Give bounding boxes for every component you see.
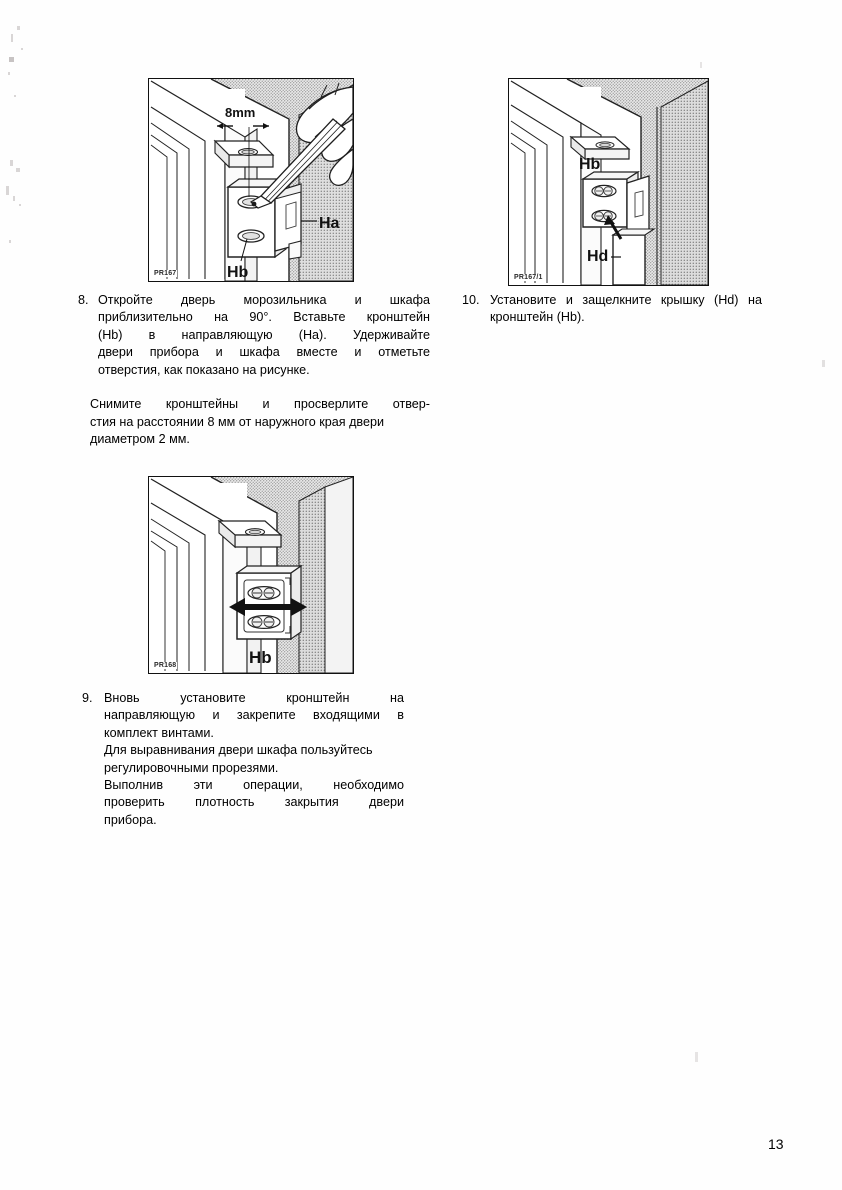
scan-artifact (11, 34, 13, 42)
scan-artifact (13, 196, 15, 201)
step-10-paragraph-1 (462, 292, 782, 327)
figure-pr168 (148, 476, 354, 674)
dimension-8mm-label: 8mm (225, 105, 256, 120)
text-line: Вновь установите кронштейн на (104, 691, 404, 705)
step-9-number: 9. (82, 691, 93, 705)
label-hb-text: Hb (227, 264, 249, 281)
step-8-paragraph-2 (78, 396, 430, 448)
scan-artifact (822, 360, 825, 367)
text-line: отверстия, как показано на рисунке. (98, 362, 310, 377)
scan-artifact (16, 168, 20, 172)
figure-pr167 (148, 78, 354, 282)
scan-artifact (21, 48, 23, 50)
label-hd-text: Hd (587, 248, 609, 265)
scan-artifact (10, 160, 13, 166)
scan-artifact (6, 186, 9, 195)
text-line: кронштейн (Hb). (490, 310, 585, 325)
step-8-paragraph-1 (78, 292, 430, 379)
label-hb-text: Hb (579, 156, 601, 173)
text-line: Для выравнивания двери шкафа пользуйтесь (104, 743, 373, 758)
text-line: Снимите кронштейны и просверлите отвер- (90, 397, 430, 412)
label-ha-text: Ha (319, 215, 340, 232)
scan-artifact (8, 72, 10, 75)
figure-code-pr167-1: PR167/1 (514, 274, 543, 281)
scan-artifact (14, 95, 16, 97)
text-line: двери прибора и шкафа вместе и отметьте (98, 345, 430, 360)
step-8-text (78, 292, 430, 449)
guide-rail (627, 176, 649, 237)
text-line: приблизительно на 90°. Вставьте кронштейн (98, 310, 430, 325)
text-line: прибора. (104, 812, 157, 827)
text-line: проверить плотность закрытия двери (104, 795, 404, 810)
scan-artifact (17, 26, 20, 30)
text-line: диаметром 2 мм. (90, 432, 190, 447)
text-line: Откройте дверь морозильника и шкафа (98, 293, 430, 307)
text-line: (Hb) в направляющую (Ha). Удерживайте (98, 327, 430, 342)
step-9-text (82, 690, 434, 829)
scan-artifact (9, 240, 11, 243)
scan-artifact (695, 1052, 698, 1062)
figure-code-pr168: PR168 (154, 662, 177, 669)
text-line: Установите и защелкните крышку (Hd) на (490, 293, 762, 307)
figure-code-pr167: PR167 (154, 270, 177, 277)
text-line: Выполнив эти операции, необходимо (104, 778, 404, 793)
step-9-paragraph-1 (82, 690, 434, 829)
scan-artifact (700, 62, 702, 68)
step-10-number: 10. (462, 293, 480, 307)
page-number: 13 (768, 1136, 784, 1152)
figure-pr168-drawing (149, 477, 353, 673)
text-line: комплект винтами. (104, 725, 214, 740)
scan-artifact (9, 57, 14, 62)
step-8-number: 8. (78, 293, 89, 307)
label-hb-text: Hb (249, 648, 272, 667)
figure-pr167-1-drawing (509, 79, 708, 285)
text-line: регулировочными прорезями. (104, 760, 279, 775)
figure-pr167-1 (508, 78, 709, 286)
text-line: стия на расстоянии 8 мм от наружного края двери (90, 414, 385, 429)
scan-artifact (19, 204, 21, 206)
figure-pr167-drawing (149, 79, 353, 281)
text-line: направляющую и закрепите входящими в (104, 708, 404, 723)
step-10-text (462, 292, 782, 327)
